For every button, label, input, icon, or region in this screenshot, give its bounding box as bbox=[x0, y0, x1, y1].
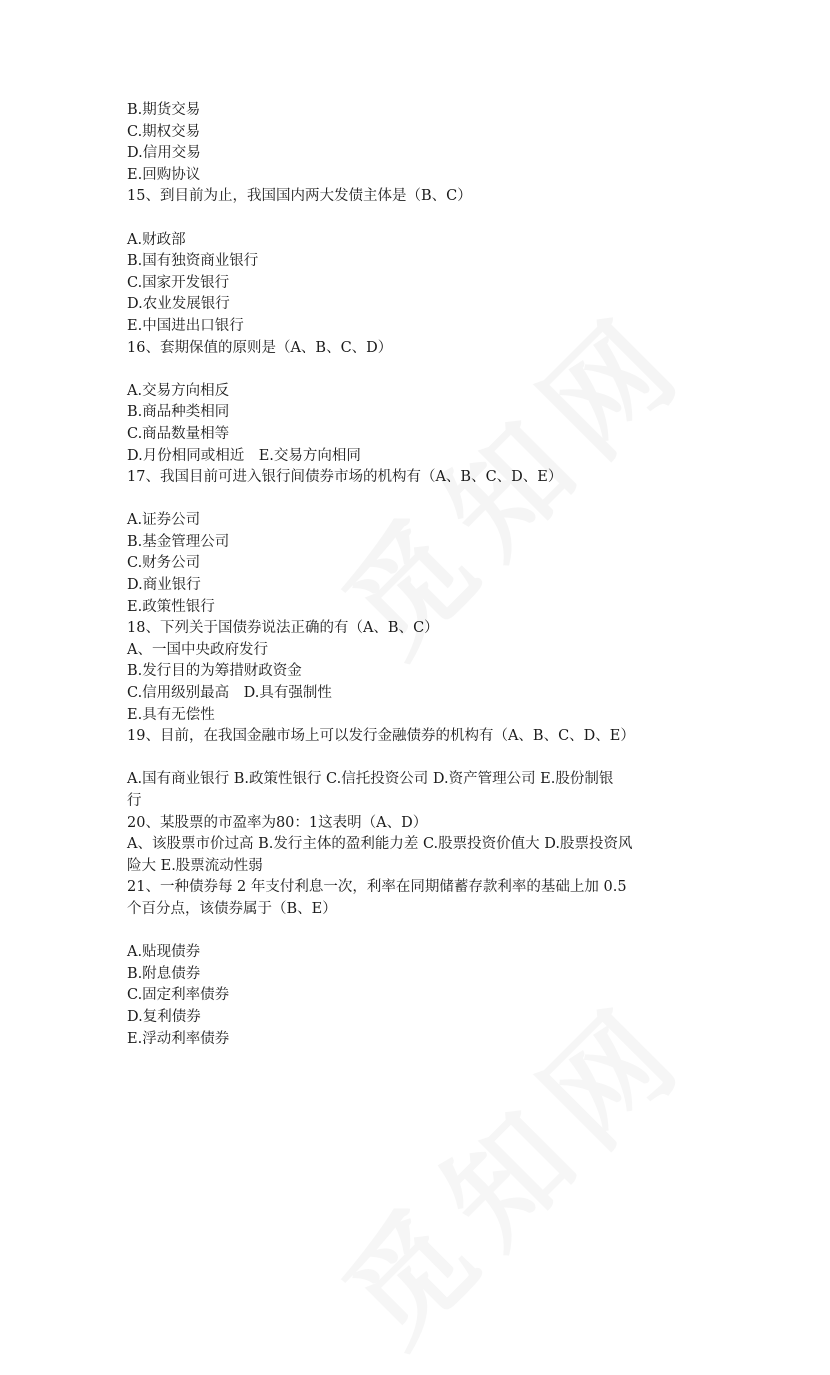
text-line: A.财政部 bbox=[127, 231, 186, 248]
text-line: 18、下列关于国债券说法正确的有（A、B、C） bbox=[127, 620, 439, 637]
text-line: A.国有商业银行 B.政策性银行 C.信托投资公司 D.资产管理公司 E.股份制银 bbox=[127, 771, 614, 788]
text-line: C.固定利率债券 bbox=[127, 987, 230, 1004]
text-line: E.浮动利率债券 bbox=[127, 1030, 230, 1047]
text-line: E.具有无偿性 bbox=[127, 706, 215, 723]
text-line: 行 bbox=[127, 793, 142, 809]
text-line: 险大 E.股票流动性弱 bbox=[127, 857, 263, 874]
text-line: 16、套期保值的原则是（A、B、C、D） bbox=[127, 339, 393, 356]
text-line: B.国有独资商业银行 bbox=[127, 253, 259, 270]
text-line: C.国家开发银行 bbox=[127, 274, 230, 291]
text-line: A、一国中央政府发行 bbox=[127, 641, 268, 658]
text-line: D.月份相同或相近 E.交易方向相同 bbox=[127, 447, 361, 464]
text-line: 个百分点，该债券属于（B、E） bbox=[127, 900, 337, 917]
text-line: A.贴现债券 bbox=[127, 944, 201, 961]
text-line: 21、一种债券每 2 年支付利息一次，利率在同期储蓄存款利率的基础上加 0.5 bbox=[127, 879, 627, 896]
blank-line bbox=[127, 921, 712, 943]
document-body bbox=[127, 100, 712, 1050]
text-line: C.期权交易 bbox=[127, 123, 201, 140]
text-line: 20、某股票的市盈率为80：1这表明（A、D） bbox=[127, 814, 428, 831]
blank-line bbox=[127, 359, 712, 381]
text-line: D.复利债券 bbox=[127, 1008, 201, 1025]
text-line: A.交易方向相反 bbox=[127, 382, 230, 399]
text-line: A、该股票市价过高 B.发行主体的盈利能力差 C.股票投资价值大 D.股票投资风 bbox=[127, 836, 633, 853]
text-line: D.信用交易 bbox=[127, 145, 201, 162]
text-line: C.财务公司 bbox=[127, 555, 201, 572]
text-line: D.商业银行 bbox=[127, 577, 201, 594]
blank-line bbox=[127, 489, 712, 511]
text-line: B.附息债券 bbox=[127, 965, 201, 982]
text-line: A.证券公司 bbox=[127, 512, 201, 529]
text-line: D.农业发展银行 bbox=[127, 296, 230, 313]
text-line: 15、到目前为止，我国国内两大发债主体是（B、C） bbox=[127, 188, 472, 205]
text-line: B.基金管理公司 bbox=[127, 533, 230, 550]
text-line: 17、我国目前可进入银行间债券市场的机构有（A、B、C、D、E） bbox=[127, 469, 563, 486]
text-line: E.政策性银行 bbox=[127, 598, 215, 615]
text-line: E.回购协议 bbox=[127, 166, 201, 183]
text-line: B.商品种类相同 bbox=[127, 404, 230, 421]
text-line: B.期货交易 bbox=[127, 102, 201, 118]
text-line: B.发行目的为筹措财政资金 bbox=[127, 663, 302, 680]
blank-line bbox=[127, 208, 712, 230]
text-line: C.信用级别最高 D.具有强制性 bbox=[127, 685, 332, 702]
text-line: 19、目前，在我国金融市场上可以发行金融债券的机构有（A、B、C、D、E） bbox=[127, 728, 635, 745]
blank-line bbox=[127, 748, 712, 770]
text-line: E.中国进出口银行 bbox=[127, 317, 244, 334]
text-line: C.商品数量相等 bbox=[127, 425, 230, 442]
